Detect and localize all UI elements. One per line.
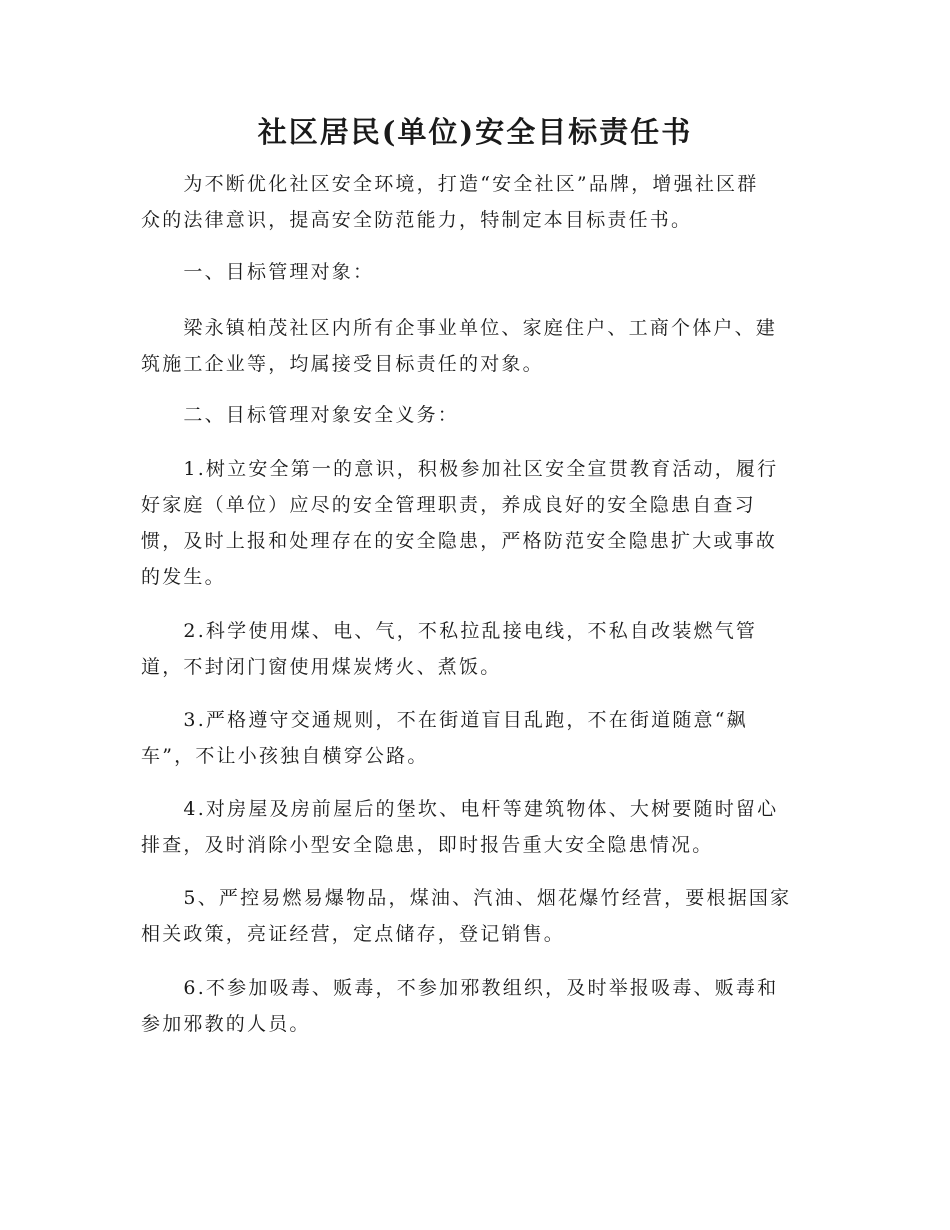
paragraph-line: 好家庭（单位）应尽的安全管理职责，养成良好的安全隐患自查习 — [141, 494, 756, 516]
paragraph-line: 的发生。 — [141, 566, 226, 588]
obligation-item-5 — [141, 880, 809, 952]
paragraph-line: 一、目标管理对象： — [141, 261, 375, 283]
section-heading-1 — [141, 254, 809, 290]
obligation-item-6 — [141, 970, 809, 1042]
obligation-item-1 — [141, 451, 809, 595]
paragraph-line: 道，不封闭门窗使用煤炭烤火、煮饭。 — [141, 656, 502, 678]
paragraph-line: 2.科学使用煤、电、气，不私拉乱接电线，不私自改装燃气管 — [141, 620, 758, 642]
paragraph-line: 车”，不让小孩独自横穿公路。 — [141, 745, 429, 767]
paragraph-line: 梁永镇柏茂社区内所有企事业单位、家庭住户、工商个体户、建 — [141, 317, 778, 339]
paragraph-line: 相关政策，亮证经营，定点储存，登记销售。 — [141, 923, 566, 945]
obligation-item-2 — [141, 613, 809, 685]
paragraph-line: 1.树立安全第一的意识，积极参加社区安全宣贯教育活动，履行 — [141, 458, 779, 480]
paragraph-line: 排查，及时消除小型安全隐患，即时报告重大安全隐患情况。 — [141, 834, 714, 856]
paragraph-line: 二、目标管理对象安全义务： — [141, 404, 460, 426]
paragraph-line: 为不断优化社区安全环境，打造“安全社区”品牌，增强社区群 — [141, 173, 759, 195]
section-heading-2 — [141, 397, 809, 433]
obligation-item-4 — [141, 791, 809, 863]
paragraph-line: 筑施工企业等，均属接受目标责任的对象。 — [141, 353, 544, 375]
obligation-item-3 — [141, 702, 809, 774]
paragraph-line: 5、严控易燃易爆物品，煤油、汽油、烟花爆竹经营，要根据国家 — [141, 887, 792, 909]
paragraph-line: 惯，及时上报和处理存在的安全隐患，严格防范安全隐患扩大或事故 — [141, 530, 778, 552]
paragraph-line: 参加邪教的人员。 — [141, 1013, 311, 1035]
paragraph-line: 6.不参加吸毒、贩毒，不参加邪教组织，及时举报吸毒、贩毒和 — [141, 977, 779, 999]
document-title: 社区居民(单位)安全目标责任书 — [257, 115, 693, 149]
target-objects-paragraph — [141, 310, 809, 382]
paragraph-line: 众的法律意识，提高安全防范能力，特制定本目标责任书。 — [141, 209, 693, 231]
paragraph-line: 4.对房屋及房前屋后的堡坎、电杆等建筑物体、大树要随时留心 — [141, 798, 779, 820]
paragraph-line: 3.严格遵守交通规则，不在街道盲目乱跑，不在街道随意“飙 — [141, 709, 748, 731]
intro-paragraph — [141, 166, 809, 238]
